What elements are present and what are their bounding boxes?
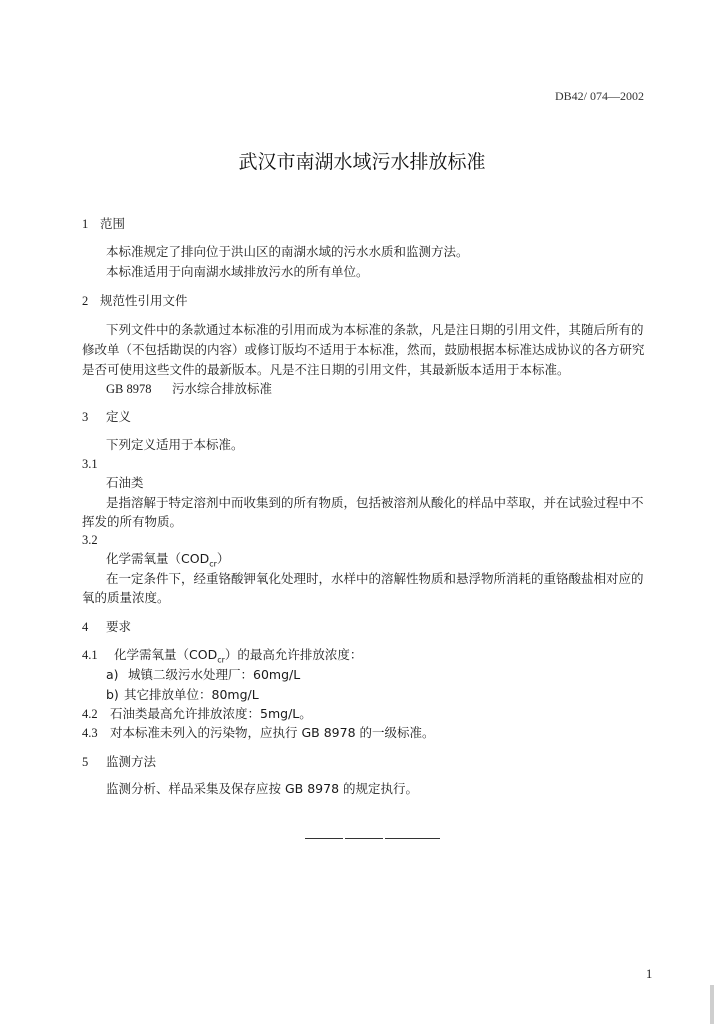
- clause-3-2-term: 化学需氧量$(COD_{cr})$: [106, 551, 230, 569]
- list-item-label: b): [106, 687, 119, 702]
- list-item-text: 其它排放单位：80mg/L: [124, 687, 259, 702]
- clause-4-1-number: 4.1: [82, 648, 98, 662]
- page-number: 1: [646, 967, 653, 981]
- section-4-number: 4: [82, 620, 89, 634]
- clause-4-2-number: 4.2: [82, 707, 98, 721]
- list-item-label: a): [106, 667, 119, 682]
- section-2-line: 下列文件中的条款通过本标准的引用而成为本标准的条款，凡是注日期的引用文件，其随后所有的: [106, 322, 644, 337]
- reference-code: GB 8978: [106, 382, 152, 396]
- section-5-heading: 监测方法: [106, 754, 157, 769]
- section-2-number: 2: [82, 294, 89, 308]
- clause-4-2-text: 石油类最高允许排放浓度：5mg/L。: [110, 706, 312, 721]
- section-3-number: 3: [82, 410, 89, 424]
- clause-4-3-text: 对本标准未列入的污染物，应执行 GB 8978 的一级标准。: [110, 725, 435, 740]
- section-1-heading: 范围: [100, 216, 126, 231]
- section-5-paragraph: 监测分析、样品采集及保存应按 GB 8978 的规定执行。: [106, 781, 418, 796]
- section-5-number: 5: [82, 755, 89, 769]
- section-1-paragraph: 本标准适用于向南湖水域排放污水的所有单位。: [106, 264, 369, 279]
- clause-3-1-number: 3.1: [82, 457, 98, 471]
- clause-3-1-term: 石油类: [106, 475, 144, 490]
- section-1-paragraph: 本标准规定了排向位于洪山区的南湖水域的污水水质和监测方法。: [106, 244, 469, 259]
- clause-3-1-line: 是指溶解于特定溶剂中而收集到的所有物质，包括被溶剂从酸化的样品中萃取，并在试验过程中不: [106, 495, 644, 510]
- end-rule: [305, 838, 343, 839]
- scan-edge-shadow: [710, 985, 714, 1024]
- section-2-heading: 规范性引用文件: [100, 293, 188, 308]
- clause-3-2-line: 氧的质量浓度。: [82, 590, 170, 605]
- section-2-line: 修改单（不包括勘误的内容）或修订版均不适用于本标准，然而，鼓励根据本标准达成协议的各方研究: [82, 342, 645, 357]
- standard-code: DB42/ 074—2002: [555, 89, 645, 103]
- clause-3-2-line: 在一定条件下，经重铬酸钾氧化处理时，水样中的溶解性物质和悬浮物所消耗的重铬酸盐相对应的: [106, 571, 644, 586]
- section-3-intro: 下列定义适用于本标准。: [106, 437, 244, 452]
- section-1-number: 1: [82, 217, 89, 231]
- reference-title: 污水综合排放标准: [172, 381, 273, 396]
- section-3-heading: 定义: [106, 409, 132, 424]
- end-rule: [345, 838, 383, 839]
- document-title: 武汉市南湖水域污水排放标准: [238, 151, 486, 173]
- clause-4-1-text: 化学需氧量$(COD_{cr})$的最高允许排放浓度：: [114, 647, 363, 665]
- list-item-text: 城镇二级污水处理厂：60mg/L: [128, 667, 301, 682]
- clause-3-1-line: 挥发的所有物质。: [82, 514, 183, 529]
- section-2-line: 是否可使用这些文件的最新版本。凡是不注日期的引用文件，其最新版本适用于本标准。: [82, 362, 570, 377]
- clause-3-2-number: 3.2: [82, 533, 98, 547]
- section-4-heading: 要求: [106, 619, 132, 634]
- end-rule: [385, 838, 440, 839]
- clause-4-3-number: 4.3: [82, 726, 98, 740]
